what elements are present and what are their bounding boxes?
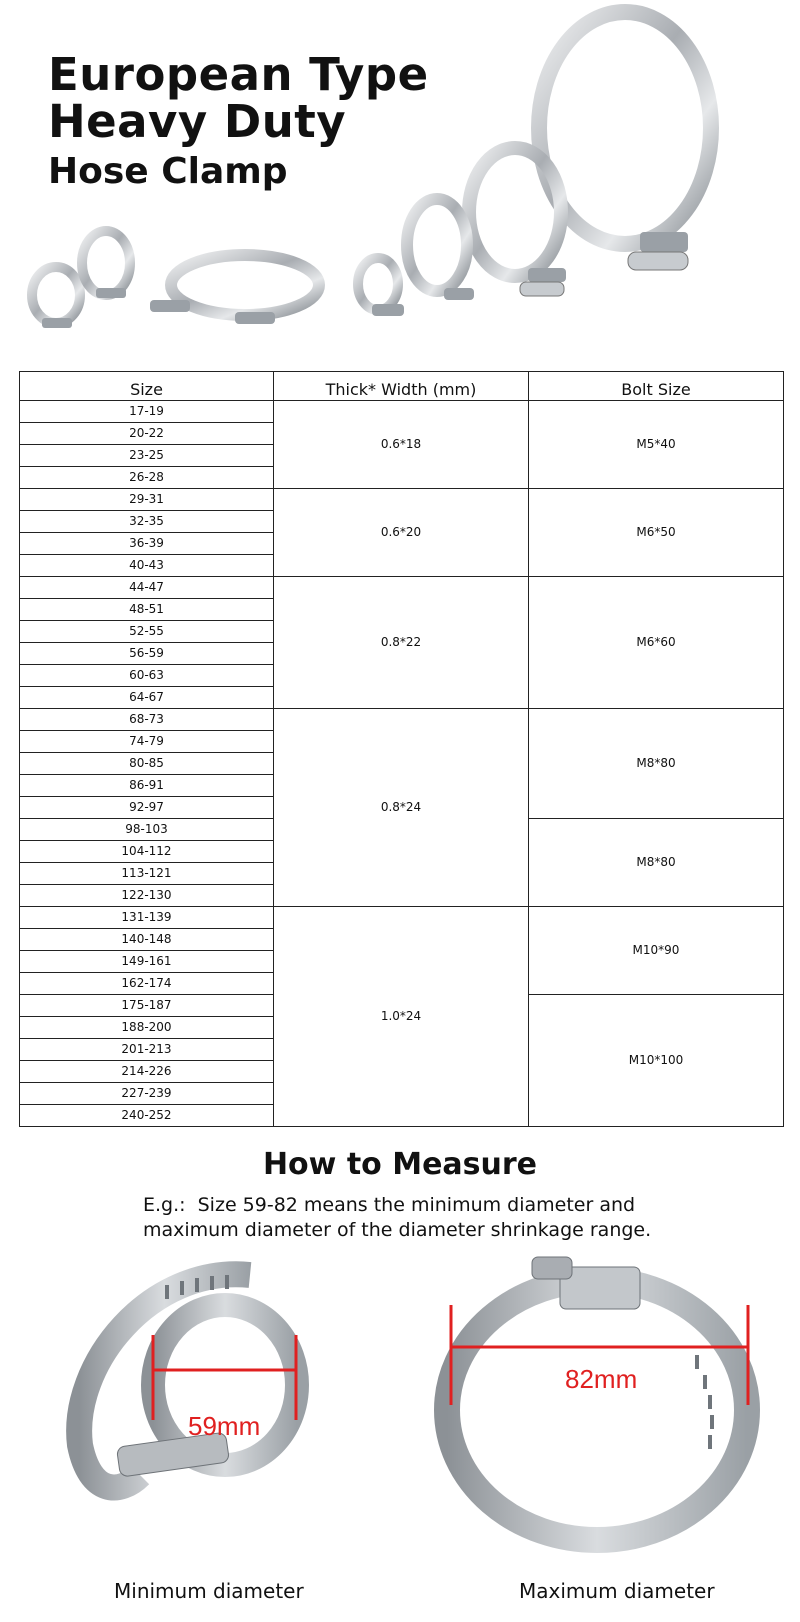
bolt-size-cell: M10*100 bbox=[529, 995, 784, 1127]
header-thick-width: Thick* Width (mm) bbox=[274, 372, 529, 401]
size-cell: 68-73 bbox=[20, 709, 274, 731]
size-cell: 17-19 bbox=[20, 401, 274, 423]
thick-width-cell: 0.8*22 bbox=[274, 577, 529, 709]
size-cell: 52-55 bbox=[20, 621, 274, 643]
thick-width-cell: 0.6*20 bbox=[274, 489, 529, 577]
table-row bbox=[20, 401, 784, 423]
table-row bbox=[20, 709, 784, 731]
size-cell: 48-51 bbox=[20, 599, 274, 621]
measure-illustrations bbox=[0, 1245, 800, 1605]
hero-clamps-illustration bbox=[0, 0, 800, 350]
header-size: Size bbox=[20, 372, 274, 401]
size-cell: 175-187 bbox=[20, 995, 274, 1017]
size-cell: 227-239 bbox=[20, 1083, 274, 1105]
size-cell: 140-148 bbox=[20, 929, 274, 951]
header-bolt-size: Bolt Size bbox=[529, 372, 784, 401]
min-diameter-value: 59mm bbox=[188, 1411, 261, 1441]
size-cell: 240-252 bbox=[20, 1105, 274, 1127]
title-line-3: Hose Clamp bbox=[48, 151, 288, 192]
size-cell: 113-121 bbox=[20, 863, 274, 885]
size-cell: 26-28 bbox=[20, 467, 274, 489]
size-cell: 40-43 bbox=[20, 555, 274, 577]
description-line-2: maximum diameter of the diameter shrinkage range. bbox=[143, 1219, 652, 1241]
bolt-size-cell: M8*80 bbox=[529, 819, 784, 907]
size-cell: 86-91 bbox=[20, 775, 274, 797]
size-cell: 20-22 bbox=[20, 423, 274, 445]
size-cell: 149-161 bbox=[20, 951, 274, 973]
table-header-row bbox=[20, 372, 784, 401]
table-row bbox=[20, 577, 784, 599]
max-diameter-value: 82mm bbox=[565, 1364, 638, 1394]
max-diameter-caption: Maximum diameter bbox=[519, 1579, 715, 1603]
min-diameter-caption: Minimum diameter bbox=[114, 1579, 304, 1603]
thick-width-cell: 1.0*24 bbox=[274, 907, 529, 1127]
size-cell: 92-97 bbox=[20, 797, 274, 819]
clamp-left-group-icon bbox=[32, 231, 319, 328]
size-cell: 60-63 bbox=[20, 665, 274, 687]
clamp-small-icon bbox=[407, 199, 474, 300]
title-line-1: European Type bbox=[48, 48, 429, 101]
size-cell: 56-59 bbox=[20, 643, 274, 665]
table-row bbox=[20, 489, 784, 511]
size-cell: 122-130 bbox=[20, 885, 274, 907]
thick-width-cell: 0.8*24 bbox=[274, 709, 529, 907]
size-cell: 32-35 bbox=[20, 511, 274, 533]
size-cell: 162-174 bbox=[20, 973, 274, 995]
size-cell: 201-213 bbox=[20, 1039, 274, 1061]
how-to-measure-description bbox=[143, 1193, 783, 1243]
size-cell: 98-103 bbox=[20, 819, 274, 841]
size-cell: 188-200 bbox=[20, 1017, 274, 1039]
size-cell: 23-25 bbox=[20, 445, 274, 467]
size-cell: 74-79 bbox=[20, 731, 274, 753]
size-cell: 36-39 bbox=[20, 533, 274, 555]
how-to-measure-title: How to Measure bbox=[262, 1147, 538, 1182]
clamp-tiny-icon bbox=[358, 258, 404, 316]
bolt-size-cell: M6*60 bbox=[529, 577, 784, 709]
description-line-1: E.g.: Size 59-82 means the minimum diameter and bbox=[143, 1194, 636, 1216]
bolt-size-cell: M6*50 bbox=[529, 489, 784, 577]
size-cell: 64-67 bbox=[20, 687, 274, 709]
size-cell: 44-47 bbox=[20, 577, 274, 599]
size-spec-table bbox=[19, 371, 784, 1127]
thick-width-cell: 0.6*18 bbox=[274, 401, 529, 489]
size-cell: 131-139 bbox=[20, 907, 274, 929]
bolt-size-cell: M10*90 bbox=[529, 907, 784, 995]
size-cell: 214-226 bbox=[20, 1061, 274, 1083]
size-cell: 29-31 bbox=[20, 489, 274, 511]
max-diameter-clamp-icon bbox=[447, 1257, 748, 1540]
title-line-2: Heavy Duty bbox=[48, 95, 347, 148]
size-cell: 104-112 bbox=[20, 841, 274, 863]
bolt-size-cell: M5*40 bbox=[529, 401, 784, 489]
clamp-medium-icon bbox=[469, 148, 566, 296]
bolt-size-cell: M8*80 bbox=[529, 709, 784, 819]
table-row bbox=[20, 907, 784, 929]
min-diameter-clamp-icon bbox=[79, 1274, 297, 1487]
size-cell: 80-85 bbox=[20, 753, 274, 775]
